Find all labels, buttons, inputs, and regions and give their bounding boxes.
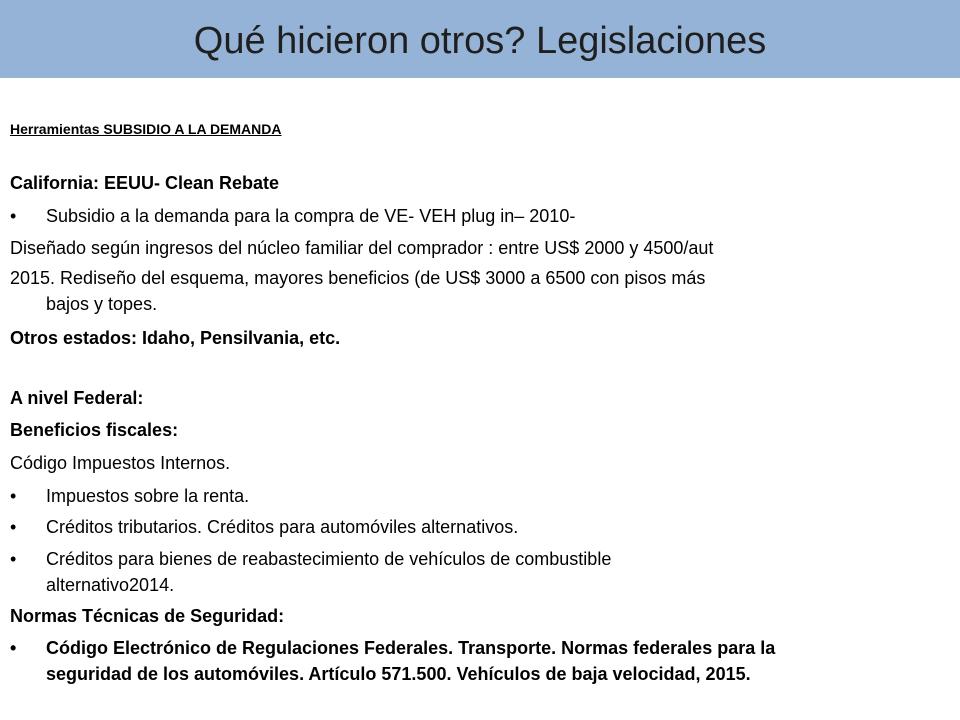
fiscal-bullet-text: Impuestos sobre la renta. — [46, 486, 250, 506]
slide-title: Qué hicieron otros? Legislaciones — [193, 20, 767, 62]
fiscal-bullet-continuation: alternativo2014. — [46, 575, 175, 595]
other-states: Otros estados: Idaho, Pensilvania, etc. — [10, 328, 341, 348]
fiscal-bullet-text: Créditos tributarios. Créditos para automóviles alternativos. — [46, 517, 519, 537]
fiscal-bullet-text: Créditos para bienes de reabastecimiento de vehículos de combustible — [46, 549, 612, 569]
section-heading: Herramientas SUBSIDIO A LA DEMANDA — [10, 121, 282, 137]
bullet-icon: • — [10, 549, 17, 569]
designed-line: Diseñado según ingresos del núcleo familiar del comprador : entre US$ 2000 y 4500/aut — [10, 238, 714, 258]
safety-bullet-continuation: seguridad de los automóviles. Artículo 571.500. Vehículos de baja velocidad, 2015. — [46, 664, 751, 684]
fiscal-heading: Beneficios fiscales: — [10, 420, 179, 440]
california-heading: California: EEUU- Clean Rebate — [10, 173, 280, 193]
safety-heading: Normas Técnicas de Seguridad: — [10, 606, 285, 626]
bullet-icon: • — [10, 486, 17, 506]
bullet-icon: • — [10, 638, 17, 658]
bullet-icon: • — [10, 206, 17, 226]
federal-heading: A nivel Federal: — [10, 388, 144, 408]
redesign-line-2: bajos y topes. — [46, 294, 158, 314]
tax-code: Código Impuestos Internos. — [10, 453, 231, 473]
bullet-icon: • — [10, 517, 17, 537]
safety-bullet-text: Código Electrónico de Regulaciones Federales. Transporte. Normas federales para la — [46, 638, 776, 658]
california-bullet-text: Subsidio a la demanda para la compra de VE- VEH plug in– 2010- — [46, 206, 576, 226]
redesign-line-1: 2015. Rediseño del esquema, mayores beneficios (de US$ 3000 a 6500 con pisos más — [10, 268, 706, 288]
